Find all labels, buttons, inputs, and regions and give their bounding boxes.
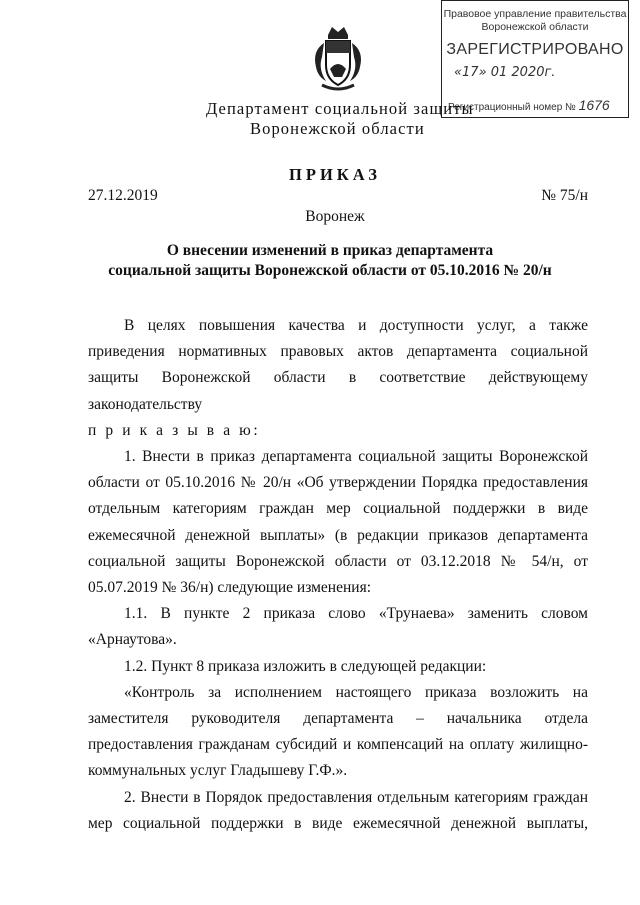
- paragraph-orders: п р и к а з ы в а ю:: [88, 421, 261, 439]
- paragraph-item-1-2: 1.2. Пункт 8 приказа изложить в следующей редакции:: [124, 657, 487, 675]
- stamp-number-value: 1676: [578, 97, 610, 113]
- paragraph-item-1: 1. Внести в приказ департамента социальной защиты Воронежской области от 05.10.2016 № 20/н «Об утверждении Порядка предоставления отдельным категориям граждан мер социальной поддержки в виде ежемесячной денежной выплаты» (в редакции приказов департамента социальной защиты Воронежской области от 03.12.2018 № 54/н, от 05.07.2019 № 36/н) следующие изменения:: [88, 448, 588, 597]
- stamp-line-1: Правовое управление правительства: [443, 8, 627, 20]
- document-city: Воронеж: [305, 208, 365, 225]
- document-number: № 75/н: [541, 187, 588, 204]
- stamp-number-label: Регистрационный номер №: [448, 102, 576, 113]
- document-body: [88, 313, 588, 837]
- document-title: ПРИКАЗ: [289, 165, 381, 184]
- stamp-date: «17» 01 2020г.: [454, 65, 556, 80]
- paragraph-quote: «Контроль за исполнением настоящего приказа возложить на заместителя руководителя департамента – начальника отдела предоставления гражданам субсидий и компенсаций на оплату жилищно-коммунальных услуг Гладышеву Г.Ф.».: [88, 683, 588, 780]
- department-line-2: Воронежской области: [250, 119, 425, 138]
- paragraph-item-2: 2. Внести в Порядок предоставления отдельным категориям граждан мер социальной поддержки в виде ежемесячной денежной выплаты,: [88, 788, 588, 832]
- paragraph-item-1-1: 1.1. В пункте 2 приказа слово «Трунаева» заменить словом «Арнаутова».: [88, 605, 588, 649]
- stamp-line-2: Воронежской области: [481, 21, 589, 33]
- document-heading: [60, 241, 600, 281]
- paragraph-preamble: В целях повышения качества и доступности услуг, а также приведения нормативных правовых актов департамента социальной защиты Воронежской области в соответствие действующему законодательству: [88, 317, 588, 413]
- stamp-registered: ЗАРЕГИСТРИРОВАНО: [446, 41, 624, 58]
- heading-line-1: О внесении изменений в приказ департамента: [166, 242, 494, 259]
- heading-line-2: социальной защиты Воронежской области от 05.10.2016 № 20/н: [108, 262, 552, 279]
- document-date: 27.12.2019: [88, 187, 158, 204]
- department-line-1: Департамент социальной защиты: [206, 99, 474, 118]
- voronezh-coat-of-arms-icon: [308, 25, 368, 93]
